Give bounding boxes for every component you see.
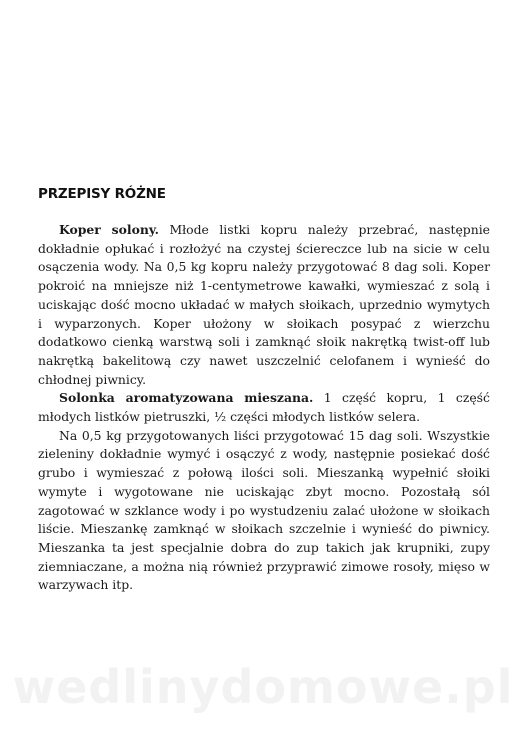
recipe-solonka-paragraph	[38, 389, 490, 426]
recipe-solonka-instructions: Na 0,5 kg przygotowanych liści przygotować 15 dag soli. Wszystkie zieleniny dokładnie wymyć i osączyć z wody, następnie posiekać dość grubo i wymieszać z połową ilości soli. Mieszanką wypełnić słoiki wymyte i wygotowane nie uciskając zbyt mocno. Pozostałą sól zagotować w szklance wody i po wystudzeniu zalać ułożone w słoikach liście. Mieszankę zamknąć w słoikach szczelnie i wynieść do piwnicy. Mieszanka ta jest specjalnie dobra do zup takich jak krupniki, zupy ziemniaczane, a można nią również przyprawić zimowe rosoły, mięso w warzywach itp.	[38, 427, 490, 593]
recipe-title: Koper solony.	[59, 222, 159, 237]
recipe-text: Młode listki kopru należy przebrać, następnie dokładnie opłukać i rozłożyć na czystej ściereczce lub na sicie w celu osączenia wody. Na 0,5 kg kopru należy przygotować 8 dag soli. Koper pokroić na mniejsze niż 1-centymetrowe kawałki, wymieszać z solą i uciskając dość mocno układać w małych słoikach, uprzednio wymytych i wyparzonych. Koper ułożony w słoikach posypać z wierzchu dodatkowo cienką warstwą soli i zamknąć słoik nakrętką twist-off lub nakrętką bakelitową czy nawet uszczelnić celofanem i wynieść do chłodnej piwnicy.	[38, 222, 490, 387]
recipe-title: Solonka aromatyzowana mieszana.	[59, 390, 314, 406]
recipe-text: 1 część kopru, 1 część młodych listków pietruszki, ½ części młodych listków selera.	[38, 390, 490, 425]
watermark: wedlinydomowe.pl	[12, 660, 514, 714]
section-heading: PRZEPISY RÓŻNE	[38, 186, 166, 202]
recipe-koper-paragraph	[38, 221, 490, 389]
section-content	[38, 221, 490, 595]
